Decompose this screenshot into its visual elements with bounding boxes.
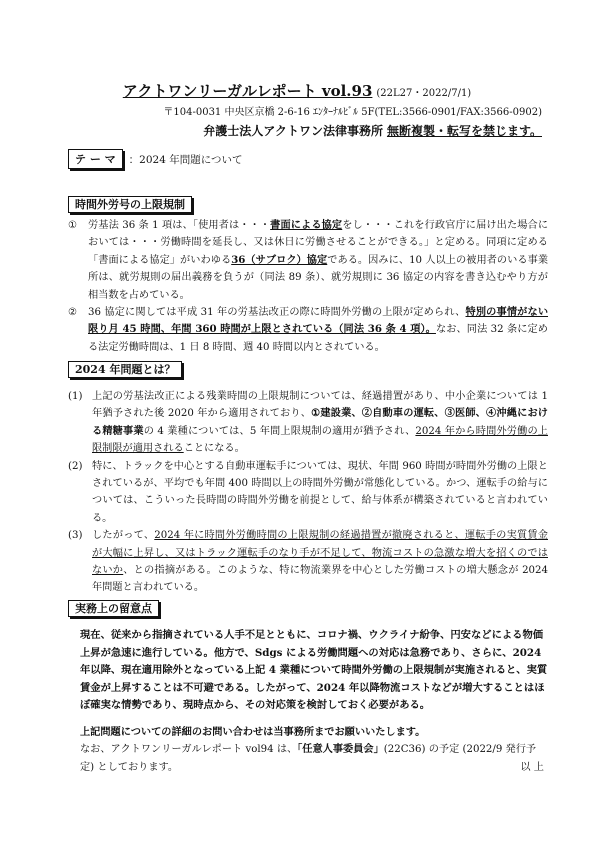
text-run-underline: 2024 年から時間外労働の上限制限が適用される	[92, 425, 548, 455]
copy-notice: 無断複製・転写を禁じます。	[386, 124, 542, 138]
text-run: 、との指摘がある。このような、特に物流業界を中心とした労働コストの増大懸念が 2024 年問題と言われている。	[92, 565, 548, 594]
section-overtime-body	[68, 217, 548, 356]
item-text: 特に、トラックを中心とする自動車運転手については、現状、年間 960 時間が時間外労働の上限とされているが、平均でも年間 400 時間以上の時間外労働が常態化している。かつ、運転手の給与については、こういった長時間の時間外労働を前提として、給与体系が構築されていると言われている。	[92, 460, 548, 524]
section-heading-2024	[68, 361, 182, 377]
section-heading-overtime-label: 時間外労号の上限規制	[68, 196, 192, 213]
text-run-emphasis: 特別の事情がない限り月 45 時間、年間 360 時間が上限とされている（同法 36 条 4 項）。	[88, 306, 549, 336]
section-heading-2024-label: 2024 年問題とは？	[68, 361, 182, 378]
text-run-bold: ①建設業、②自動車の運転、③医師、④沖縄における精糖事業	[92, 407, 548, 437]
text-run: である。因みに、10 人以上の被用者のいる事業所は、就労規則の届出義務を負うが（同法 89 条）、就労規則に 36 協定の内容を書き込むやり方が相当数を占めている。	[88, 254, 549, 301]
firm-line	[203, 122, 542, 139]
item-text	[92, 388, 548, 458]
theme-label: テ ー マ	[68, 149, 123, 169]
overtime-item-1	[68, 217, 548, 304]
section-heading-practice-label: 実務上の留意点	[68, 600, 159, 617]
report-title	[0, 80, 594, 101]
text-run: ことになる。	[183, 443, 245, 455]
text-run: 労基法 36 条 1 項は、「使用者は・・・	[88, 220, 271, 231]
item-mark: (2)	[68, 460, 83, 472]
text-run-underline: 2024 年に時間外労働時間の上限規制の経過措置が撤廃されると、運転手の実質賃金が大幅に上昇し、又はトラック運転手のなり手が不足して、物流コストの急激な増大を招くのではないか	[92, 530, 548, 577]
item-mark: (3)	[68, 530, 83, 542]
text-run: 上記の労基法改正による残業時間の上限規制については、経過措置があり、中小企業については 1 年猶予された後 2020 年から適用されており、	[92, 391, 548, 420]
text-run: したがって、	[92, 530, 155, 542]
text-run: (22C36) の予定 (2022/9 発行予定) としております。	[80, 744, 537, 773]
section-2024-body	[68, 388, 548, 597]
closing-line-2	[80, 741, 548, 776]
text-run-emphasis: 書面による協定	[270, 219, 343, 231]
text-run: なお、アクトワンリーガルレポート vol94 は、	[80, 744, 298, 756]
closing-ijo: 以 上	[520, 761, 544, 773]
problem-item-3	[68, 527, 548, 597]
section-heading-practice	[68, 600, 159, 616]
text-run-emphasis: 36（サブロク）協定	[231, 253, 328, 266]
theme-row	[68, 150, 243, 168]
item-text	[92, 527, 548, 597]
section-heading-overtime	[68, 196, 192, 212]
theme-text: ：2024 年問題について	[128, 153, 243, 166]
closing-block	[80, 724, 548, 776]
item-mark: ①	[68, 220, 78, 231]
problem-item-1	[68, 388, 548, 458]
overtime-item-2	[68, 304, 548, 356]
report-title-text: アクトワンリーガルレポート vol.93	[122, 82, 373, 100]
closing-line-1: 上記問題についての詳細のお問い合わせは当事務所までお願いいたします。	[80, 726, 426, 738]
firm-name: 弁護士法人アクトワン法律事務所	[203, 124, 383, 138]
report-code: (22L27・2022/7/1)	[376, 88, 472, 99]
text-run: をし・・・これを行政官庁に届け出た場合においては・・・労働時間を延長し、又は休日に労働させることができる。」と定める。同項に定める「書面による協定」がいわゆる	[88, 220, 549, 266]
item-mark: ②	[68, 307, 78, 319]
item-text	[88, 217, 548, 304]
firm-address: 〒104-0031 中央区京橋 2-6-16 ｴﾝﾀｰﾅﾙﾋﾞﾙ 5F(TEL:3566-0901/FAX:3566-0902)	[163, 107, 542, 118]
text-run: 36 協定に関しては平成 31 年の労基法改正の際に時間外労働の上限が定められ、	[88, 307, 466, 319]
text-run: なお、同法 32 条に定める法定労働時間は、1 日 8 時間、週 40 時間以内とされている。	[88, 324, 548, 353]
problem-item-2	[68, 458, 548, 528]
text-run: の 4 業種については、5 年間上限規制の適用が猶予され、	[143, 425, 416, 437]
item-mark: (1)	[68, 391, 83, 402]
text-run-bold: 「任意人事委員会」	[297, 743, 384, 756]
item-text	[88, 304, 548, 356]
practice-paragraph: 現在、従来から指摘されている人手不足とともに、コロナ禍、ウクライナ紛争、円安などによる物価上昇が急速に進行している。他方で、Sdgs による労働問題への対応は急務であり、さらに、2024 年以降、現在適用除外となっている上記 4 業種について時間外労働の上限規制が実施されると、実質賃金が上昇することは不可避である。したがって、2024 年以降物流コストなどが増大することはほぼ確実な情勢であり、現時点から、その対応策を検討しておく必要がある。	[80, 629, 548, 712]
